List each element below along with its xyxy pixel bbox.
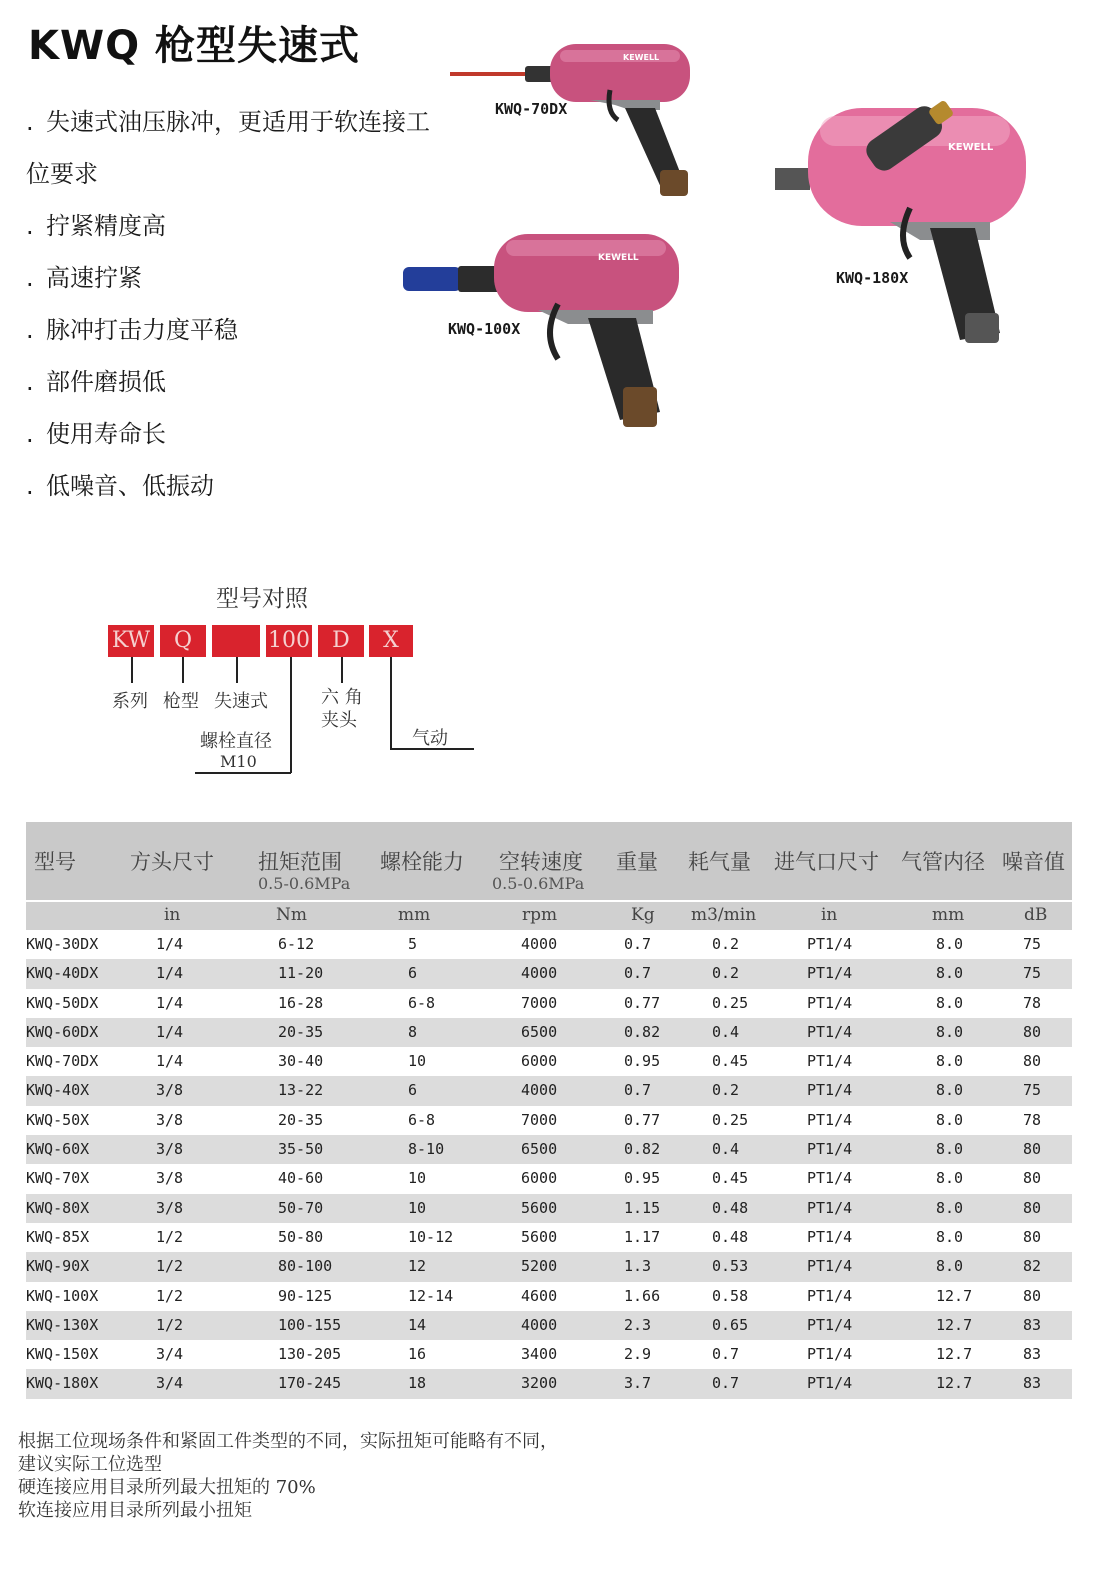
col-header-bolt: 螺栓能力	[380, 850, 464, 874]
code-box-size: 100	[266, 625, 312, 657]
cell-square: 3/8	[156, 1081, 184, 1100]
label-hex-1: 六 角	[321, 687, 363, 708]
cell-model: KWQ-50X	[26, 1110, 90, 1129]
cell-square: 1/2	[156, 1227, 184, 1246]
col-header-square: 方头尺寸	[130, 850, 214, 874]
tool-label-70dx: KWQ-70DX	[495, 100, 568, 118]
cell-torque: 50-80	[278, 1227, 324, 1246]
cell-torque: 16-28	[278, 993, 324, 1012]
feature-item: . 拧紧精度高	[26, 212, 166, 240]
cell-hose: 8.0	[936, 935, 964, 953]
cell-air: 0.7	[712, 1374, 740, 1393]
unit-torque: Nm	[276, 905, 307, 925]
table-row	[26, 1194, 1072, 1223]
cell-weight: 0.7	[624, 1081, 652, 1100]
svg-text:KEWELL: KEWELL	[623, 53, 660, 62]
table-row	[26, 1340, 1072, 1369]
cell-torque: 20-35	[278, 1022, 324, 1041]
table-row	[26, 1164, 1072, 1193]
cell-model: KWQ-100X	[26, 1286, 99, 1305]
cell-speed: 4000	[521, 935, 558, 953]
cell-air: 0.65	[712, 1315, 749, 1334]
cell-speed: 5600	[521, 1227, 558, 1246]
col-header-inlet: 进气口尺寸	[774, 850, 879, 874]
svg-text:KEWELL: KEWELL	[948, 142, 994, 153]
cell-hose: 12.7	[936, 1374, 973, 1393]
cell-inlet: PT1/4	[807, 1140, 853, 1159]
cell-noise: 75	[1023, 1081, 1042, 1100]
cell-weight: 0.95	[624, 1052, 661, 1071]
cell-torque: 13-22	[278, 1081, 324, 1100]
pulse-wrench-70dx-image	[445, 30, 705, 200]
footnote: 软连接应用目录所列最小扭矩	[18, 1500, 252, 1521]
cell-inlet: PT1/4	[807, 935, 853, 953]
cell-weight: 0.95	[624, 1169, 661, 1188]
col-header-air-consumption: 耗气量	[688, 850, 751, 874]
table-row	[26, 1135, 1072, 1164]
cell-air: 0.48	[712, 1227, 749, 1246]
cell-hose: 8.0	[936, 1169, 964, 1188]
cell-torque: 35-50	[278, 1140, 324, 1159]
cell-noise: 80	[1023, 1052, 1042, 1071]
col-header-hose: 气管内径	[901, 850, 985, 874]
model-code-title: 型号对照	[216, 586, 308, 612]
table-row	[26, 1076, 1072, 1105]
table-row	[26, 1282, 1072, 1311]
cell-inlet: PT1/4	[807, 1286, 853, 1305]
svg-text:KEWELL: KEWELL	[598, 253, 639, 263]
table-row	[26, 989, 1072, 1018]
cell-inlet: PT1/4	[807, 1227, 853, 1246]
cell-square: 3/8	[156, 1169, 184, 1188]
cell-bolt: 16	[408, 1345, 427, 1364]
cell-bolt: 5	[408, 935, 418, 953]
cell-air: 0.45	[712, 1169, 749, 1188]
cell-torque: 40-60	[278, 1169, 324, 1188]
label-series: 系列	[112, 691, 148, 712]
cell-torque: 130-205	[278, 1345, 342, 1364]
cell-bolt: 10	[408, 1198, 427, 1217]
cell-model: KWQ-180X	[26, 1374, 99, 1393]
cell-square: 1/2	[156, 1286, 184, 1305]
cell-inlet: PT1/4	[807, 993, 853, 1012]
cell-square: 1/4	[156, 964, 184, 983]
cell-weight: 0.82	[624, 1022, 661, 1041]
cell-air: 0.58	[712, 1286, 749, 1305]
col-header-speed: 空转速度 0.5-0.6MPa	[492, 850, 585, 893]
cell-weight: 1.3	[624, 1257, 652, 1276]
cell-speed: 5600	[521, 1198, 558, 1217]
code-box-x: X	[369, 625, 413, 657]
cell-speed: 5200	[521, 1257, 558, 1276]
cell-air: 0.2	[712, 1081, 740, 1100]
tool-label-180x: KWQ-180X	[836, 269, 909, 287]
cell-bolt: 14	[408, 1315, 427, 1334]
cell-model: KWQ-30DX	[26, 935, 99, 953]
diagram-line	[182, 657, 184, 683]
footnote: 根据工位现场条件和紧固工件类型的不同，实际扭矩可能略有不同，	[18, 1431, 558, 1452]
cell-hose: 8.0	[936, 1198, 964, 1217]
cell-air: 0.2	[712, 964, 740, 983]
footnotes	[18, 1430, 558, 1522]
cell-speed: 7000	[521, 1110, 558, 1129]
cell-weight: 1.17	[624, 1227, 661, 1246]
cell-torque: 80-100	[278, 1257, 333, 1276]
cell-bolt: 8-10	[408, 1140, 445, 1159]
cell-noise: 80	[1023, 1286, 1042, 1305]
feature-item: . 低噪音、低振动	[26, 472, 214, 500]
cell-air: 0.4	[712, 1140, 740, 1159]
speed-pressure: 0.5-0.6MPa	[492, 874, 585, 893]
cell-square: 3/8	[156, 1140, 184, 1159]
cell-noise: 82	[1023, 1257, 1042, 1276]
feature-item: . 脉冲打击力度平稳	[26, 316, 238, 344]
diagram-line	[290, 657, 292, 773]
code-box-kw: KW	[108, 625, 154, 657]
cell-air: 0.48	[712, 1198, 749, 1217]
cell-air: 0.4	[712, 1022, 740, 1041]
spec-table	[26, 822, 1072, 1399]
cell-noise: 75	[1023, 964, 1042, 983]
cell-air: 0.25	[712, 1110, 749, 1129]
cell-bolt: 8	[408, 1022, 418, 1041]
cell-bolt: 12	[408, 1257, 427, 1276]
cell-model: KWQ-80X	[26, 1198, 90, 1217]
cell-noise: 83	[1023, 1315, 1042, 1334]
diagram-line	[236, 657, 238, 683]
cell-torque: 170-245	[278, 1374, 342, 1393]
cell-square: 3/8	[156, 1110, 184, 1129]
cell-torque: 50-70	[278, 1198, 324, 1217]
unit-inlet: in	[821, 905, 838, 925]
unit-hose: mm	[932, 905, 965, 925]
cell-torque: 20-35	[278, 1110, 324, 1129]
cell-air: 0.2	[712, 935, 740, 953]
diagram-line	[341, 657, 343, 683]
torque-pressure: 0.5-0.6MPa	[258, 874, 351, 893]
cell-torque: 6-12	[278, 935, 315, 953]
cell-model: KWQ-60DX	[26, 1022, 99, 1041]
table-row	[26, 930, 1072, 959]
col-header-model: 型号	[34, 850, 76, 874]
cell-hose: 8.0	[936, 1140, 964, 1159]
cell-weight: 0.7	[624, 935, 652, 953]
cell-torque: 100-155	[278, 1315, 342, 1334]
cell-model: KWQ-85X	[26, 1227, 90, 1246]
cell-speed: 6500	[521, 1022, 558, 1041]
cell-inlet: PT1/4	[807, 1169, 853, 1188]
feature-item: . 高速拧紧	[26, 264, 142, 292]
footnote: 建议实际工位选型	[18, 1454, 162, 1475]
cell-speed: 6500	[521, 1140, 558, 1159]
cell-weight: 0.82	[624, 1140, 661, 1159]
cell-model: KWQ-40X	[26, 1081, 90, 1100]
table-row	[26, 1369, 1072, 1398]
tool-label-100x: KWQ-100X	[448, 320, 521, 338]
label-gun: 枪型	[163, 691, 199, 712]
unit-weight: Kg	[631, 905, 655, 925]
unit-speed: rpm	[522, 905, 558, 925]
label-air: 气动	[412, 728, 448, 749]
cell-square: 1/4	[156, 993, 184, 1012]
cell-noise: 78	[1023, 993, 1042, 1012]
cell-bolt: 12-14	[408, 1286, 454, 1305]
col-header-noise: 噪音值	[1002, 850, 1065, 874]
cell-air: 0.45	[712, 1052, 749, 1071]
cell-square: 1/2	[156, 1315, 184, 1334]
cell-inlet: PT1/4	[807, 1022, 853, 1041]
code-box-q: Q	[160, 625, 206, 657]
cell-hose: 8.0	[936, 1257, 964, 1276]
label-bolt-size: M10	[220, 752, 257, 771]
cell-noise: 80	[1023, 1140, 1042, 1159]
cell-square: 3/4	[156, 1374, 184, 1393]
cell-hose: 8.0	[936, 964, 964, 983]
table-row	[26, 1106, 1072, 1135]
cell-speed: 4000	[521, 964, 558, 983]
cell-weight: 2.9	[624, 1345, 652, 1364]
table-row	[26, 1311, 1072, 1340]
cell-speed: 6000	[521, 1169, 558, 1188]
cell-air: 0.53	[712, 1257, 749, 1276]
cell-square: 1/4	[156, 1052, 184, 1071]
table-row	[26, 1252, 1072, 1281]
label-bolt: 螺栓直径	[200, 731, 272, 752]
table-row	[26, 1047, 1072, 1076]
table-row	[26, 1223, 1072, 1252]
cell-weight: 3.7	[624, 1374, 652, 1393]
table-body	[26, 930, 1072, 1399]
cell-inlet: PT1/4	[807, 964, 853, 983]
feature-item: . 部件磨损低	[26, 368, 166, 396]
cell-hose: 8.0	[936, 993, 964, 1012]
cell-noise: 80	[1023, 1227, 1042, 1246]
unit-noise: dB	[1024, 905, 1048, 925]
cell-inlet: PT1/4	[807, 1110, 853, 1129]
cell-bolt: 6-8	[408, 993, 436, 1012]
cell-inlet: PT1/4	[807, 1052, 853, 1071]
cell-noise: 80	[1023, 1198, 1042, 1217]
cell-speed: 4600	[521, 1286, 558, 1305]
table-row	[26, 959, 1072, 988]
cell-weight: 0.77	[624, 993, 661, 1012]
table-header	[26, 822, 1072, 900]
cell-speed: 3200	[521, 1374, 558, 1393]
cell-torque: 30-40	[278, 1052, 324, 1071]
unit-air: m3/min	[691, 905, 757, 925]
cell-noise: 78	[1023, 1110, 1042, 1129]
unit-square: in	[164, 905, 181, 925]
diagram-line	[195, 772, 291, 774]
cell-model: KWQ-150X	[26, 1345, 99, 1364]
cell-torque: 90-125	[278, 1286, 333, 1305]
unit-bolt: mm	[398, 905, 431, 925]
cell-noise: 83	[1023, 1345, 1042, 1364]
cell-speed: 4000	[521, 1081, 558, 1100]
cell-hose: 8.0	[936, 1081, 964, 1100]
cell-inlet: PT1/4	[807, 1374, 853, 1393]
cell-bolt: 6	[408, 1081, 418, 1100]
feature-item: . 失速式油压脉冲，更适用于软连接工	[26, 108, 430, 136]
cell-air: 0.25	[712, 993, 749, 1012]
cell-noise: 80	[1023, 1022, 1042, 1041]
cell-inlet: PT1/4	[807, 1257, 853, 1276]
diagram-line	[390, 657, 392, 749]
pulse-wrench-100x-image	[398, 222, 698, 437]
cell-hose: 12.7	[936, 1286, 973, 1305]
cell-weight: 1.15	[624, 1198, 661, 1217]
cell-noise: 83	[1023, 1374, 1042, 1393]
cell-inlet: PT1/4	[807, 1081, 853, 1100]
cell-square: 1/4	[156, 1022, 184, 1041]
cell-model: KWQ-70X	[26, 1169, 90, 1188]
cell-air: 0.7	[712, 1345, 740, 1364]
cell-hose: 8.0	[936, 1110, 964, 1129]
cell-bolt: 6	[408, 964, 418, 983]
cell-speed: 7000	[521, 993, 558, 1012]
cell-hose: 8.0	[936, 1227, 964, 1246]
cell-torque: 11-20	[278, 964, 324, 983]
cell-bolt: 18	[408, 1374, 427, 1393]
cell-noise: 80	[1023, 1169, 1042, 1188]
cell-hose: 12.7	[936, 1315, 973, 1334]
cell-bolt: 10	[408, 1052, 427, 1071]
cell-inlet: PT1/4	[807, 1198, 853, 1217]
cell-hose: 8.0	[936, 1022, 964, 1041]
label-stall: 失速式	[214, 691, 268, 712]
cell-square: 3/8	[156, 1198, 184, 1217]
pulse-wrench-180x-image	[770, 78, 1040, 353]
cell-inlet: PT1/4	[807, 1315, 853, 1334]
cell-weight: 0.77	[624, 1110, 661, 1129]
cell-speed: 4000	[521, 1315, 558, 1334]
table-row	[26, 1018, 1072, 1047]
cell-noise: 75	[1023, 935, 1042, 953]
cell-model: KWQ-40DX	[26, 964, 99, 983]
diagram-line	[131, 657, 133, 683]
cell-weight: 1.66	[624, 1286, 661, 1305]
cell-square: 1/2	[156, 1257, 184, 1276]
cell-model: KWQ-50DX	[26, 993, 99, 1012]
footnote: 硬连接应用目录所列最大扭矩的 70%	[18, 1477, 316, 1498]
cell-weight: 0.7	[624, 964, 652, 983]
cell-inlet: PT1/4	[807, 1345, 853, 1364]
cell-bolt: 6-8	[408, 1110, 436, 1129]
page-title: KWQ 枪型失速式	[28, 23, 361, 69]
cell-square: 1/4	[156, 935, 184, 953]
cell-speed: 3400	[521, 1345, 558, 1364]
cell-square: 3/4	[156, 1345, 184, 1364]
cell-speed: 6000	[521, 1052, 558, 1071]
cell-model: KWQ-130X	[26, 1315, 99, 1334]
cell-hose: 12.7	[936, 1345, 973, 1364]
col-header-weight: 重量	[616, 850, 658, 874]
label-hex-2: 夹头	[321, 710, 357, 731]
cell-model: KWQ-90X	[26, 1257, 90, 1276]
cell-model: KWQ-70DX	[26, 1052, 99, 1071]
code-box-stall	[212, 625, 260, 657]
feature-item: . 使用寿命长	[26, 420, 166, 448]
col-header-torque: 扭矩范围 0.5-0.6MPa	[258, 850, 351, 893]
table-units-row	[26, 902, 1072, 930]
cell-weight: 2.3	[624, 1315, 652, 1334]
code-box-d: D	[318, 625, 364, 657]
cell-model: KWQ-60X	[26, 1140, 90, 1159]
cell-hose: 8.0	[936, 1052, 964, 1071]
feature-item: 位要求	[26, 160, 98, 188]
cell-bolt: 10-12	[408, 1227, 454, 1246]
cell-bolt: 10	[408, 1169, 427, 1188]
